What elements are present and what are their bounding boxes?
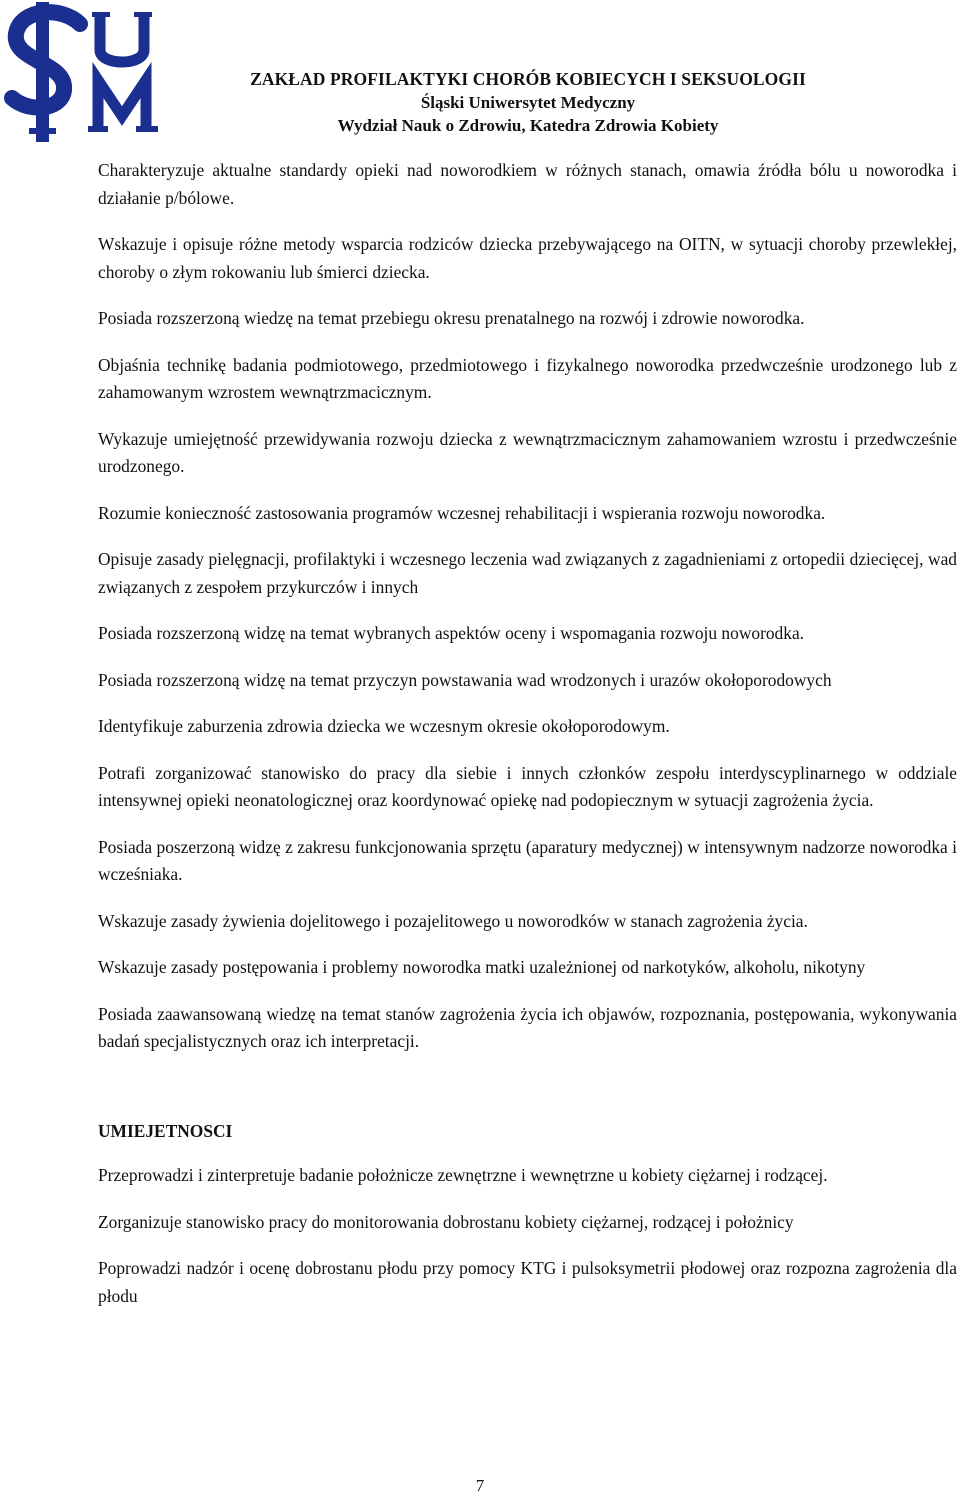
paragraph: Wskazuje zasady postępowania i problemy noworodka matki uzależnionej od narkotyków, alkoholu, nikotyny [98, 957, 866, 977]
paragraph: Posiada zaawansowaną wiedzę na temat stanów zagrożenia życia ich objawów, rozpoznania, postępowania, wykonywania badań specjalistycznych oraz ich interpretacji. [98, 1003, 957, 1051]
paragraph: Posiada rozszerzoną widzę na temat wybranych aspektów oceny i wspomagania rozwoju noworodka. [98, 623, 805, 643]
header-faculty: Wydział Nauk o Zdrowiu, Katedra Zdrowia Kobiety [337, 116, 719, 135]
header-department: ZAKŁAD PROFILAKTYKI CHORÓB KOBIECYCH I SEKSUOLOGII [250, 69, 806, 89]
paragraph: Poprowadzi nadzór i ocenę dobrostanu płodu przy pomocy KTG i pulsoksymetrii płodowej oraz rozpozna zagrożenia dla płodu [98, 1258, 957, 1306]
sum-logo-icon [2, 2, 188, 144]
paragraph: Przeprowadzi i zinterpretuje badanie położnicze zewnętrzne i wewnętrzne u kobiety ciężarnej i rodzącej. [98, 1165, 828, 1185]
paragraph: Potrafi zorganizować stanowisko do pracy dla siebie i innych członków zespołu interdyscyplinarnego w oddziale intensywnej opieki neonatologicznej oraz koordynować opiekę nad podopiecznym w sytuacji zagrożenia życia. [98, 762, 957, 810]
paragraph: Opisuje zasady pielęgnacji, profilaktyki i wczesnego leczenia wad związanych z zagadnieniami z ortopedii dziecięcej, wad związanych z zespołem przykurczów i innych [98, 549, 957, 597]
paragraph: Objaśnia technikę badania podmiotowego, przedmiotowego i fizykalnego noworodka przedwcześnie urodzonego lub z zahamowanym wzrostem wewnątrzmacicznym. [98, 354, 957, 402]
paragraph: Charakteryzuje aktualne standardy opieki nad noworodkiem w różnych stanach, omawia źródła bólu u noworodka i działanie p/bólowe. [98, 160, 957, 208]
paragraph: Posiada rozszerzoną wiedzę na temat przebiegu okresu prenatalnego na rozwój i zdrowie noworodka. [98, 308, 805, 328]
page-number: 7 [475, 1476, 485, 1495]
header-university: Śląski Uniwersytet Medyczny [420, 93, 636, 112]
paragraph: Wskazuje i opisuje różne metody wsparcia rodziców dziecka przebywającego na OITN, w sytuacji choroby przewlekłej, choroby o złym rokowaniu lub śmierci dziecka. [98, 234, 957, 282]
paragraph: Posiada rozszerzoną widzę na temat przyczyn powstawania wad wrodzonych i urazów okołoporodowych [98, 669, 832, 690]
document-body [98, 157, 957, 1329]
paragraph: Rozumie konieczność zastosowania programów wczesnej rehabilitacji i wspierania rozwoju noworodka. [98, 502, 826, 523]
section-heading: UMIEJETNOSCI [98, 1120, 233, 1141]
document-header [190, 68, 866, 137]
paragraph: Posiada poszerzoną widzę z zakresu funkcjonowania sprzętu (aparatury medycznej) w intensywnym nadzorze noworodka i wcześniaka. [98, 836, 957, 884]
paragraph: Zorganizuje stanowisko pracy do monitorowania dobrostanu kobiety ciężarnej, rodzącej i położnicy [98, 1211, 794, 1232]
paragraph: Wykazuje umiejętność przewidywania rozwoju dziecka z wewnątrzmacicznym zahamowaniem wzrostu i przedwcześnie urodzonego. [98, 428, 957, 476]
paragraph: Identyfikuje zaburzenia zdrowia dziecka we wczesnym okresie okołoporodowym. [98, 716, 670, 736]
paragraph: Wskazuje zasady żywienia dojelitowego i pozajelitowego u noworodków w stanach zagrożenia życia. [98, 910, 808, 931]
